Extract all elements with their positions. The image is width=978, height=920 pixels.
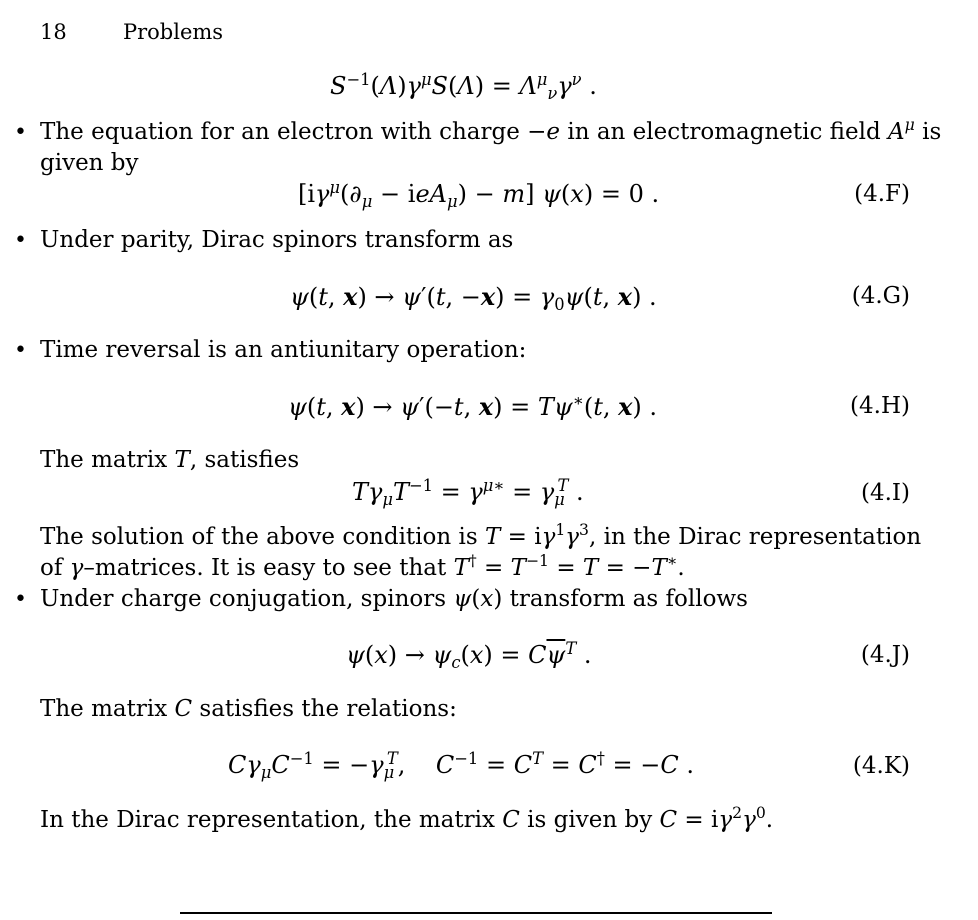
electron-text-line2: given by	[40, 150, 139, 176]
time-reversal-text: Time reversal is an antiunitary operation:	[40, 337, 527, 363]
bullet-marker: •	[14, 338, 27, 363]
c-dirac-representation-text: In the Dirac representation, the matrix C is given by $C = i\gamma^2\gamma^0$.	[40, 803, 774, 833]
running-head-title: Problems	[123, 20, 224, 44]
equation-number: (4.H)	[850, 393, 910, 419]
equation-dirac-em: $[i\gamma^\mu(\partial_\mu - ieA_\mu) - m] \psi(x) = 0$ .	[298, 178, 660, 211]
equation-charge-conjugation: $\psi(x) \to \psi_c(x) = C\overline{\psi}^T$ .	[346, 639, 592, 672]
t-solution-line2: of γ–matrices. It is easy to see that $T^\dagger = T^{-1} = T = -T^∗$.	[40, 551, 685, 581]
equation-number: (4.K)	[852, 753, 910, 779]
equation-parity: ψ(t, x) → ψ′(t, $-x) = \gamma_0\psi(t$, x) .	[290, 282, 657, 314]
equation-number: (4.I)	[861, 480, 910, 506]
equation-number: (4.G)	[851, 283, 910, 309]
equation-lorentz-spinor: $S^{-1}(\Lambda)\gamma^\mu S(\Lambda) = \Lambda^\mu_\nu\gamma^\nu$ .	[330, 70, 597, 103]
matrix-c-text: The matrix C satisfies the relations:	[40, 696, 457, 722]
bullet-marker: •	[14, 120, 27, 145]
matrix-t-text: The matrix T, satisfies	[40, 447, 300, 473]
electron-text-line1: The equation for an electron with charge −e in an electromagnetic field $A^\mu$ is	[40, 115, 942, 145]
equation-number: (4.F)	[854, 181, 910, 207]
t-solution-line1: The solution of the above condition is $T = i\gamma^1\gamma^3$, in the Dirac representation	[40, 520, 922, 550]
equation-c-relations: $C\gamma_\mu C^{-1} = -\gamma_\mu^T$, $C^{-1} = C^T = C^\dagger = -C$ .	[228, 749, 694, 782]
bullet-marker: •	[14, 228, 27, 253]
equation-number: (4.J)	[860, 642, 910, 668]
equation-time-reversal: ψ(t, x) → ψ′(−t, x) = Tψ∗(t, x) .	[288, 391, 658, 421]
page-number: 18	[40, 20, 67, 44]
equation-t-condition: $T\gamma_\mu T^{-1} = \gamma^{\mu∗} = \gamma_\mu^T$ .	[352, 476, 584, 509]
parity-text: Under parity, Dirac spinors transform as	[40, 227, 514, 253]
bullet-marker: •	[14, 587, 27, 612]
section-rule	[180, 912, 772, 914]
charge-conjugation-text: Under charge conjugation, spinors ψ(x) transform as follows	[40, 586, 748, 612]
